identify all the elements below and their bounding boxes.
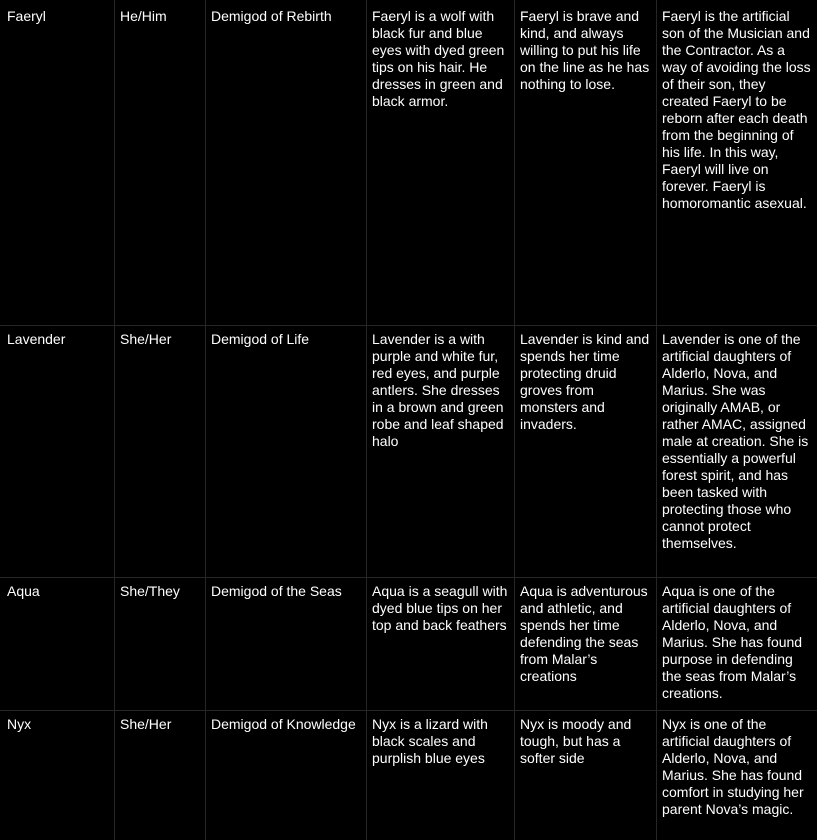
character-backstory: Faeryl is the artificial son of the Musician and the Contractor. As a way of avoiding the loss of their son, they created Faeryl to be reborn after each death from the beginning of his life. In this way, Faeryl will live on forever. Faeryl is homoromantic asexual. <box>662 8 811 211</box>
character-backstory: Nyx is one of the artificial daughters of Alderlo, Nova, and Marius. She has found comfort in studying her parent Nova’s magic. <box>662 716 804 817</box>
character-title: Demigod of Life <box>211 331 310 347</box>
character-appearance: Faeryl is a wolf with black fur and blue eyes with dyed green tips on his hair. He dresses in green and black armor. <box>372 8 505 109</box>
character-name: Aqua <box>7 583 40 599</box>
character-title: Demigod of the Seas <box>211 583 342 599</box>
column-divider <box>114 0 115 840</box>
character-pronouns: She/Her <box>120 716 172 732</box>
character-pronouns: She/They <box>120 583 180 599</box>
character-personality: Nyx is moody and tough, but has a softer side <box>520 716 632 766</box>
character-appearance: Aqua is a seagull with dyed blue tips on her top and back feathers <box>372 583 508 633</box>
row-divider <box>0 577 817 578</box>
character-name: Faeryl <box>7 8 46 24</box>
character-backstory: Lavender is one of the artificial daughters of Alderlo, Nova, and Marius. She was originally AMAB, or rather AMAC, assigned male at creation. She is essentially a powerful forest spirit, and has been tasked with protecting those who cannot protect themselves. <box>662 331 809 551</box>
character-name: Nyx <box>7 716 32 732</box>
character-personality: Faeryl is brave and kind, and always willing to put his life on the line as he has nothing to lose. <box>520 8 650 92</box>
column-divider <box>656 0 657 840</box>
character-name: Lavender <box>7 331 66 347</box>
character-title: Demigod of Knowledge <box>211 716 356 732</box>
row-divider <box>0 325 817 326</box>
character-personality: Lavender is kind and spends her time protecting druid groves from monsters and invaders. <box>520 331 650 432</box>
character-personality: Aqua is adventurous and athletic, and spends her time defending the seas from Malar’s creations <box>520 583 648 684</box>
column-divider <box>205 0 206 840</box>
character-pronouns: He/Him <box>120 8 167 24</box>
character-pronouns: She/Her <box>120 331 172 347</box>
character-appearance: Nyx is a lizard with black scales and purplish blue eyes <box>372 716 488 766</box>
character-appearance: Lavender is a with purple and white fur, red eyes, and purple antlers. She dresses in a brown and green robe and leaf shaped halo <box>372 331 504 449</box>
character-title: Demigod of Rebirth <box>211 8 332 24</box>
character-backstory: Aqua is one of the artificial daughters of Alderlo, Nova, and Marius. She has found purpose in defending the seas from Malar’s creations. <box>662 583 803 701</box>
row-divider <box>0 710 817 711</box>
column-divider <box>366 0 367 840</box>
column-divider <box>514 0 515 840</box>
